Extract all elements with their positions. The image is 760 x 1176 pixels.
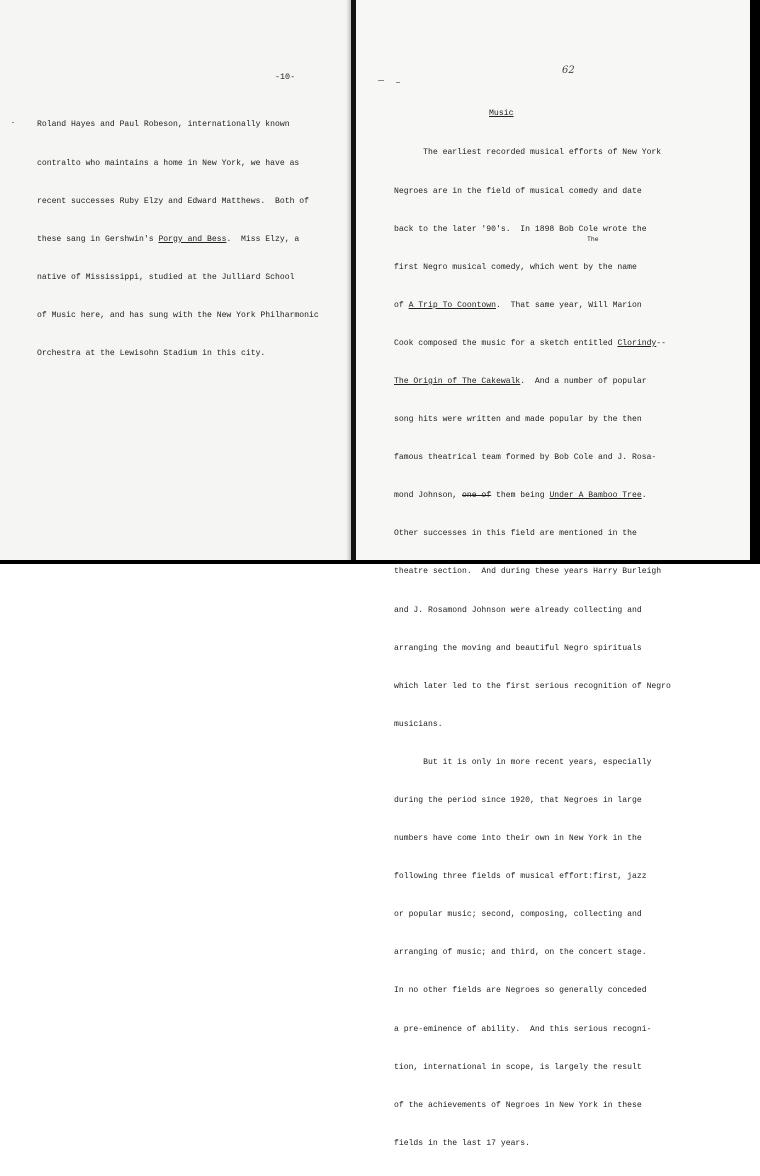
left-page	[0, 0, 352, 564]
handwritten-insertion: The	[587, 236, 599, 243]
text-line	[394, 376, 671, 389]
text-segment: . That same year, Will Marion	[496, 300, 642, 310]
text-line	[394, 490, 671, 503]
text-line: famous theatrical team formed by Bob Cole and J. Rosa-	[394, 453, 657, 463]
text-line: numbers have come into their own in New York in the	[394, 834, 642, 844]
text-line: tion, international in scope, is largely the result	[394, 1062, 642, 1072]
underlined-title: Clorindy	[617, 338, 657, 348]
text-line: during the period since 1920, that Negroes in large	[394, 796, 642, 805]
scan-frame-bottom	[0, 560, 760, 564]
section-heading: Music	[489, 109, 514, 118]
text-segment: --	[656, 338, 667, 348]
text-line: arranging of music; and third, on the concert stage.	[394, 948, 647, 958]
text-line: native of Mississippi, studied at the Julliard School	[37, 272, 295, 282]
text-line: back to the later '90's. In 1898 Bob Cole wrote the	[394, 224, 647, 234]
text-line: Other successes in this field are mentioned in the	[394, 529, 637, 539]
page-number: -10-	[275, 72, 296, 82]
text-segment: The earliest recorded musical efforts of New York	[423, 148, 662, 158]
underlined-title: Under A Bamboo Tree	[549, 491, 642, 501]
text-line: which later led to the first serious recognition of Negro	[394, 681, 671, 691]
scan-speck	[12, 122, 14, 123]
text-line: musicians.	[394, 719, 443, 729]
scan-frame-right	[750, 0, 760, 564]
handwritten-page-number: 62	[562, 65, 575, 76]
underlined-title: Porgy and Bess	[158, 234, 227, 244]
text-line	[394, 757, 671, 770]
text-line: Roland Hayes and Paul Robeson, internationally known	[37, 120, 290, 130]
text-line: of the achievements of Negroes in New York in these	[394, 1100, 642, 1110]
text-line: song hits were written and made popular by the then	[394, 415, 642, 425]
text-line: or popular music; second, composing, collecting and	[394, 910, 642, 920]
text-segment: But it is only in more recent years, especially	[423, 757, 652, 767]
text-line: fields in the last 17 years.	[394, 1138, 530, 1148]
text-line: contralto who maintains a home in New York, we have as	[37, 158, 300, 168]
underlined-title: A Trip To Coontown	[408, 300, 497, 310]
scan-speck	[396, 82, 400, 83]
text-segment: mond Johnson,	[394, 491, 462, 501]
text-line: and J. Rosamond Johnson were already collecting and	[394, 605, 642, 615]
text-line: a pre-eminence of ability. And this serious recogni-	[394, 1024, 652, 1034]
text-segment: . Miss Elzy, a	[226, 234, 300, 244]
text-segment: .	[641, 491, 647, 501]
text-line: In no other fields are Negroes so generally conceded	[394, 986, 647, 996]
struck-text: one of	[462, 491, 492, 501]
text-segment: these sang in Gershwin's	[37, 234, 159, 244]
text-line: theatre section. And during these years Harry Burleigh	[394, 567, 662, 577]
text-line: of Music here, and has sung with the New York Philharmonic	[37, 310, 319, 320]
text-line: recent successes Ruby Elzy and Edward Matthews. Both of	[37, 196, 309, 206]
right-page	[356, 0, 760, 1148]
text-line: following three fields of musical effort:first, jazz	[394, 872, 647, 882]
text-line	[37, 234, 319, 247]
text-line	[394, 147, 671, 160]
text-segment: of	[394, 300, 409, 310]
text-segment: Cook composed the music for a sketch entitled	[394, 338, 618, 348]
text-segment: them being	[491, 491, 550, 501]
text-line: Orchestra at the Lewisohn Stadium in this city.	[37, 348, 266, 358]
text-segment: . And a number of popular	[520, 376, 647, 386]
left-page-text	[37, 94, 319, 386]
right-page-text	[394, 122, 671, 1176]
text-line	[394, 338, 671, 351]
scan-speck	[378, 80, 384, 81]
text-line: first Negro musical comedy, which went by the name	[394, 262, 637, 272]
text-line	[394, 300, 671, 313]
text-line: Negroes are in the field of musical comedy and date	[394, 186, 642, 196]
text-line: arranging the moving and beautiful Negro spirituals	[394, 643, 642, 653]
underlined-title: The Origin of The Cakewalk	[394, 376, 521, 386]
